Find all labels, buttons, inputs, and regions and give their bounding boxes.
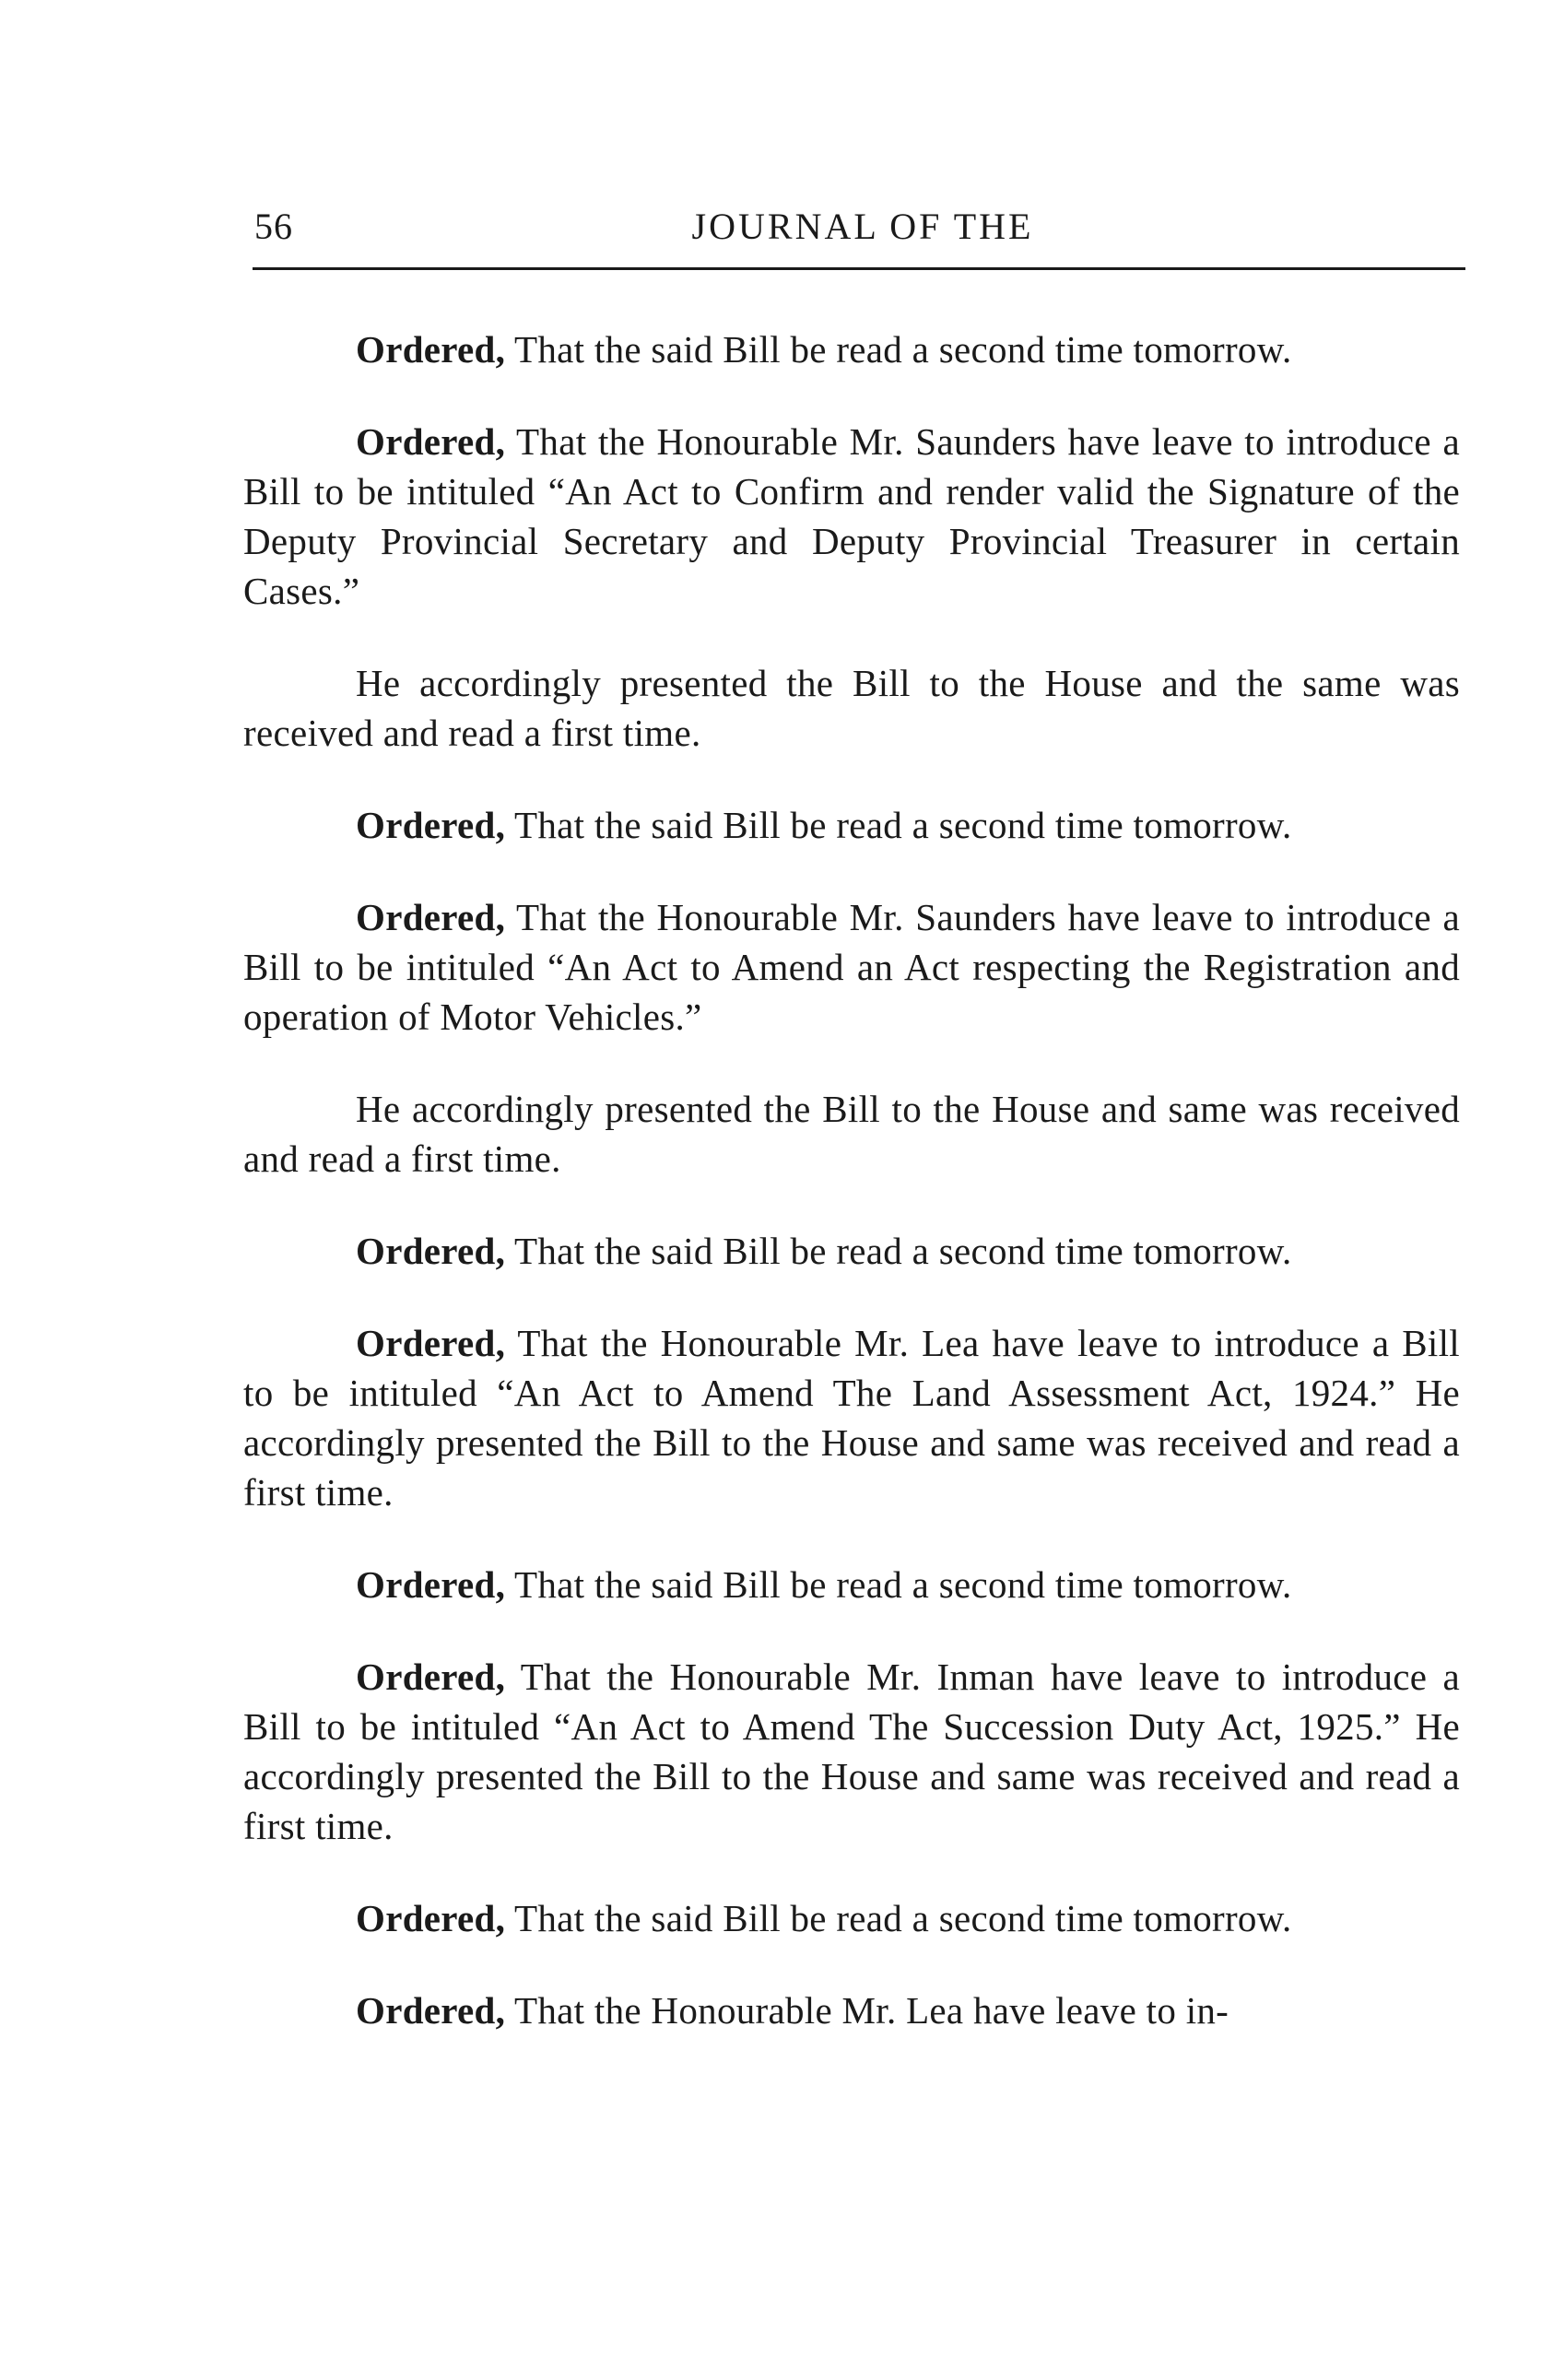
paragraph-text: That the said Bill be read a second time tomorrow. (505, 1230, 1292, 1272)
paragraph-text: That the Honourable Mr. Inman have leave to introduce a Bill to be intituled “An Act to Amend The Succession Duty Act, 1925.” He accordingly presented the Bill to the House and same was received and read a first time. (243, 1655, 1460, 1847)
paragraph-ordered-second-reading (243, 324, 1460, 374)
ordered-label: Ordered, (356, 328, 506, 371)
ordered-label: Ordered, (356, 1655, 506, 1698)
running-title: JOURNAL OF THE (691, 206, 1034, 247)
paragraph-ordered-leave-saunders (243, 417, 1460, 616)
ordered-label: Ordered, (356, 1989, 506, 2032)
journal-body (243, 324, 1460, 2035)
paragraph-ordered-leave-saunders-motor (243, 892, 1460, 1042)
ordered-label: Ordered, (356, 804, 506, 846)
ordered-label: Ordered, (356, 896, 506, 938)
paragraph-ordered-leave-lea (243, 1318, 1460, 1517)
paragraph-ordered-leave-inman (243, 1652, 1460, 1851)
ordered-label: Ordered, (356, 1322, 506, 1364)
paragraph-ordered-second-reading (243, 800, 1460, 850)
paragraph-text: He accordingly presented the Bill to the House and same was received and read a first time. (243, 1088, 1460, 1180)
paragraph-text: That the said Bill be read a second time tomorrow. (505, 1897, 1292, 1939)
paragraph-text: That the said Bill be read a second time tomorrow. (505, 1563, 1292, 1606)
ordered-label: Ordered, (356, 1230, 506, 1272)
paragraph-text: That the Honourable Mr. Lea have leave to introduce a Bill to be intituled “An Act to Amend The Land Assessment Act, 1924.” He accordingly presented the Bill to the House and same was received and read a first time. (243, 1322, 1460, 1514)
paragraph-ordered-leave-lea-continued (243, 1985, 1460, 2035)
paragraph-presented (243, 658, 1460, 758)
page-number: 56 (254, 206, 293, 247)
paragraph-text: He accordingly presented the Bill to the House and the same was received and read a first time. (243, 662, 1460, 754)
paragraph-ordered-second-reading (243, 1560, 1460, 1609)
ordered-label: Ordered, (356, 420, 506, 463)
ordered-label: Ordered, (356, 1897, 506, 1939)
paragraph-ordered-second-reading (243, 1226, 1460, 1276)
paragraph-ordered-second-reading (243, 1893, 1460, 1943)
paragraph-text: That the Honourable Mr. Saunders have leave to introduce a Bill to be intituled “An Act to Amend an Act respecting the Registration and operation of Motor Vehicles.” (243, 896, 1460, 1038)
paragraph-text: That the Honourable Mr. Lea have leave to in- (505, 1989, 1229, 2032)
paragraph-text: That the Honourable Mr. Saunders have leave to introduce a Bill to be intituled “An Act to Confirm and render valid the Signature of the Deputy Provincial Secretary and Deputy Provincial Treasurer in certain Cases.” (243, 420, 1460, 612)
paragraph-text: That the said Bill be read a second time tomorrow. (505, 804, 1292, 846)
page-header (254, 205, 1464, 251)
header-rule (253, 267, 1465, 270)
ordered-label: Ordered, (356, 1563, 506, 1606)
paragraph-text: That the said Bill be read a second time tomorrow. (505, 328, 1292, 371)
paragraph-presented (243, 1084, 1460, 1184)
